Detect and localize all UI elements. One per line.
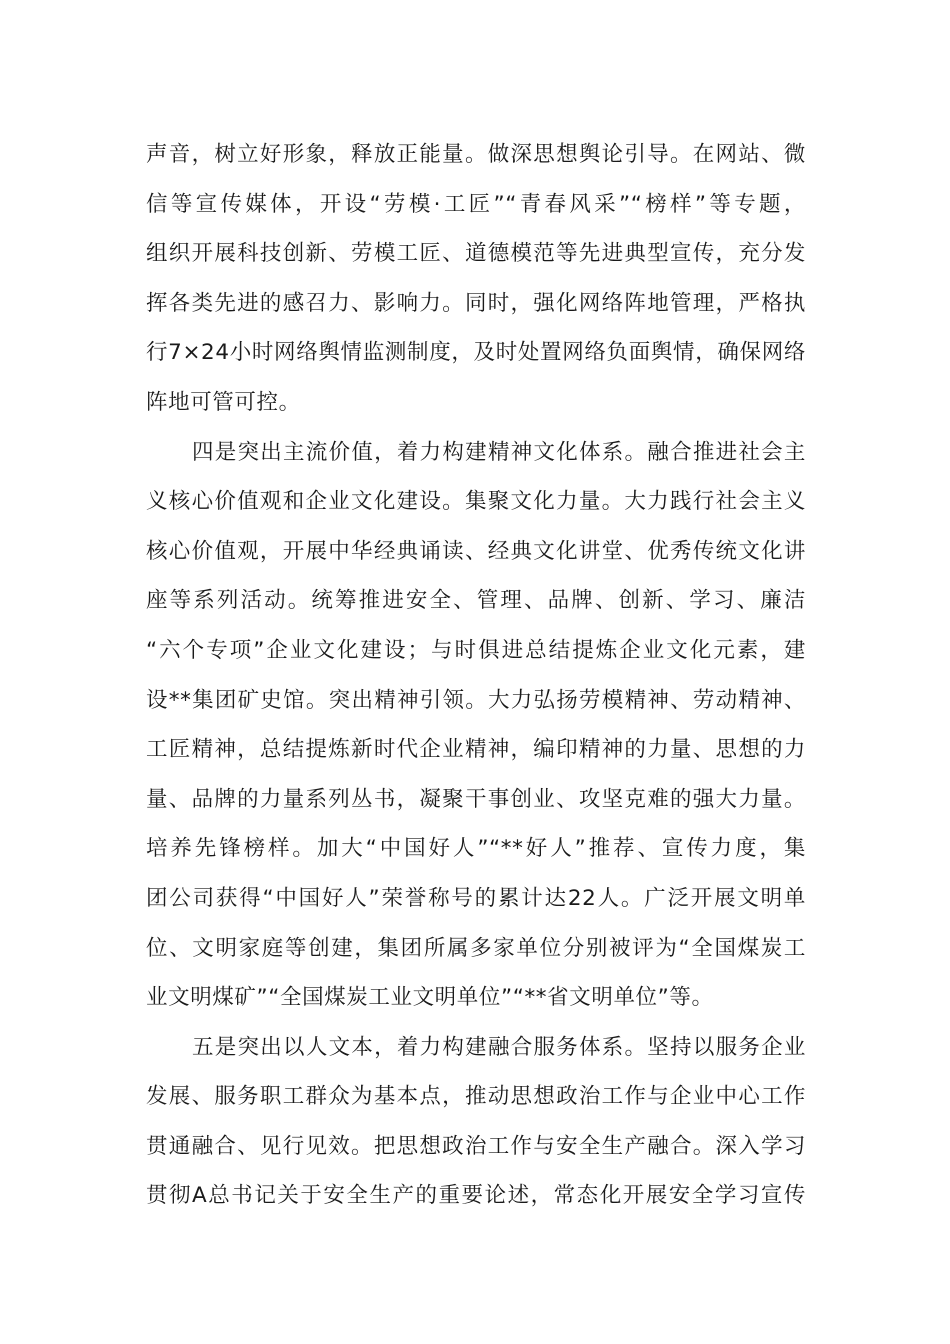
text-line: 声音，树立好形象，释放正能量。做深思想舆论引导。在网站、微 <box>146 142 806 167</box>
text-line: 核心价值观，开展中华经典诵读、经典文化讲堂、优秀传统文化讲 <box>146 538 806 564</box>
text-line: 组织开展科技创新、劳模工匠、道德模范等先进典型宣传，充分发 <box>146 241 806 267</box>
text-line: 阵地可管可控。 <box>146 389 301 415</box>
text-line: 团公司获得“中国好人”荣誉称号的累计达22人。广泛开展文明单 <box>146 885 806 911</box>
text-line: 设**集团矿史馆。突出精神引领。大力弘扬劳模精神、劳动精神、 <box>146 687 806 713</box>
text-line: 工匠精神，总结提炼新时代企业精神，编印精神的力量、思想的力 <box>146 737 806 763</box>
paragraph-culture-system <box>146 428 806 1023</box>
text-line: 座等系列活动。统筹推进安全、管理、品牌、创新、学习、廉洁 <box>146 588 806 614</box>
text-line: 业文明煤矿”“全国煤炭工业文明单位”“**省文明单位”等。 <box>146 985 714 1011</box>
text-line: 贯彻A总书记关于安全生产的重要论述，常态化开展安全学习宣传 <box>146 1183 806 1209</box>
text-line: 四是突出主流价值，着力构建精神文化体系。融合推进社会主 <box>192 439 806 465</box>
text-line: 发展、服务职工群众为基本点，推动思想政治工作与企业中心工作 <box>146 1084 806 1110</box>
text-line: 贯通融合、见行见效。把思想政治工作与安全生产融合。深入学习 <box>146 1133 806 1159</box>
text-line: 行7×24小时网络舆情监测制度，及时处置网络负面舆情，确保网络 <box>146 340 806 366</box>
paragraph-propaganda <box>146 130 806 428</box>
text-line: 义核心价值观和企业文化建设。集聚文化力量。大力践行社会主义 <box>146 489 806 515</box>
document-body <box>146 130 806 1221</box>
text-line: 挥各类先进的感召力、影响力。同时，强化网络阵地管理，严格执 <box>146 290 806 316</box>
text-line: 位、文明家庭等创建，集团所属多家单位分别被评为“全国煤炭工 <box>146 935 806 961</box>
paragraph-service-system <box>146 1023 806 1221</box>
text-line: 量、品牌的力量系列丛书，凝聚干事创业、攻坚克难的强大力量。 <box>146 786 806 812</box>
text-line: 信等宣传媒体，开设“劳模·工匠”“青春风采”“榜样”等专题， <box>146 191 806 217</box>
text-line: 五是突出以人文本，着力构建融合服务体系。坚持以服务企业 <box>192 1034 806 1060</box>
text-line: 培养先锋榜样。加大“中国好人”“**好人”推荐、宣传力度，集 <box>146 836 806 862</box>
text-line: “六个专项”企业文化建设；与时俱进总结提炼企业文化元素，建 <box>146 637 806 663</box>
